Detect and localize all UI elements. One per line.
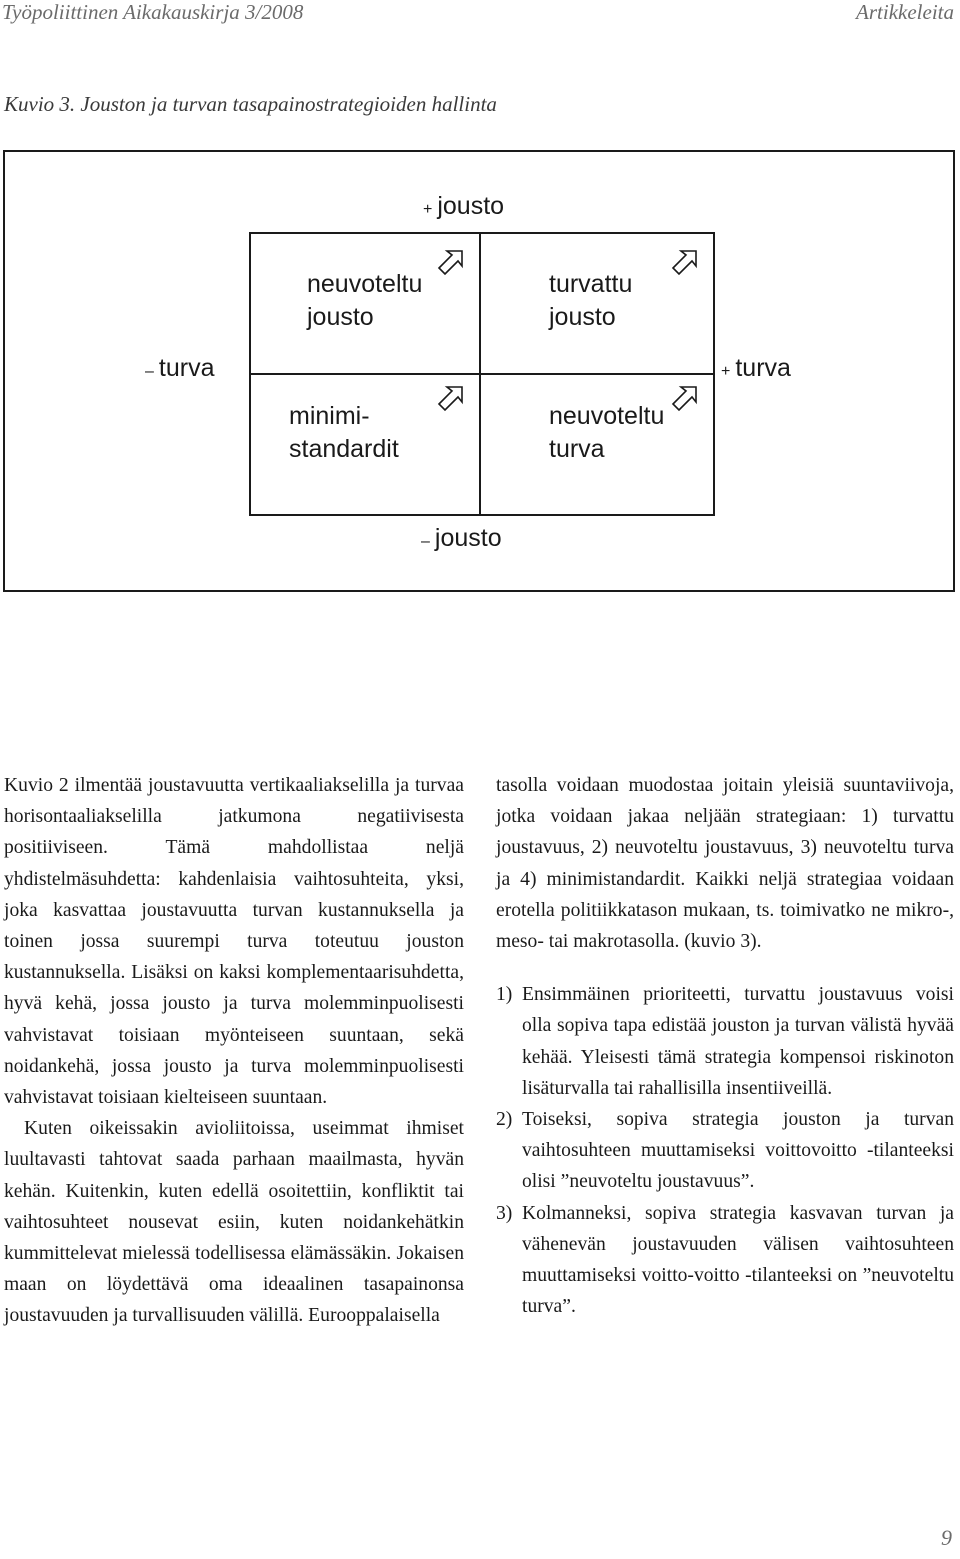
paragraph: tasolla voidaan muodostaa joitain yleisiä suuntaviivoja, jotka voidaan jakaa neljään strategiaan: 1) turvattu joustavuus, 2) neuvoteltu joustavuus, 3) neuvoteltu turva ja 4) minimistandardit. Kaikki neljä strategiaa voidaan erotella politiikkatason mukaan, ts. toimivatko ne mikro-, meso- tai makrotasolla. (kuvio 3). xyxy=(496,775,954,953)
list-item xyxy=(496,979,954,1104)
list-item xyxy=(496,1104,954,1198)
axis-left xyxy=(145,354,215,383)
axis-bottom-sign: – xyxy=(421,533,430,550)
quadrant-bottom-left-line2: standardit xyxy=(289,435,399,463)
list-item-number: 1) xyxy=(496,984,513,1006)
figure-caption: Kuvio 3. Jouston ja turvan tasapainostrategioiden hallinta xyxy=(4,92,497,116)
paragraph: Kuvio 2 ilmentää joustavuutta vertikaaliakselilla ja turvaa horisontaaliakselilla jatkumona negatiivisesta positiiviseen. Tämä mahdollistaa neljä yhdistelmäsuhdetta: kahdenlaisia vaihtosuhteita, yksi, joka kasvattaa joustavuutta turvan kustannuksella ja toinen jossa suurempi turva toteutuu jouston kustannuksella. Lisäksi on kaksi komplementaarisuhdetta, hyvä kehä, jossa jousto ja turva molemminpuolisesti vahvistavat toisiaan myönteiseen suuntaan, sekä noidankehä, jossa jousto ja turva molemminpuolisesti vahvistavat toisiaan kielteiseen suuntaan. xyxy=(4,775,464,1109)
axis-top xyxy=(423,192,504,221)
section-title: Artikkeleita xyxy=(856,0,954,24)
arrow-up-right-icon xyxy=(435,248,465,278)
quadrant-bottom-right xyxy=(549,400,664,466)
list-item xyxy=(496,1198,954,1323)
list-item-text: Toiseksi, sopiva strategia jouston ja turvan vaihtosuhteen muuttamiseksi voittovoitto -tilanteeksi olisi ”neuvoteltu joustavuus”. xyxy=(522,1109,954,1193)
quadrant-top-left xyxy=(307,268,422,334)
journal-title: Työpoliittinen Aikakauskirja 3/2008 xyxy=(2,0,304,24)
axis-bottom xyxy=(421,524,502,553)
list-item-text: Ensimmäinen prioriteetti, turvattu joustavuus voisi olla sopiva tapa edistää jouston ja turvan välistä hyvää kehää. Yleisesti tämä strategia kompensoi riskinoton lisäturvalla tai rahallisilla insentiiveillä. xyxy=(522,984,954,1099)
figure-frame xyxy=(3,150,955,592)
axis-top-sign: + xyxy=(423,201,433,218)
axis-bottom-label: jousto xyxy=(434,524,502,552)
list-item-number: 3) xyxy=(496,1202,513,1224)
quadrant-top-left-line2: jousto xyxy=(307,303,374,331)
arrow-up-right-icon xyxy=(435,384,465,414)
axis-left-sign: – xyxy=(145,363,154,380)
quadrant-bottom-left-line1: minimi- xyxy=(289,402,370,430)
quadrant-top-left-line1: neuvoteltu xyxy=(307,270,423,298)
left-column xyxy=(4,770,464,1332)
arrow-up-right-icon xyxy=(669,248,699,278)
quadrant-bottom-right-line1: neuvoteltu xyxy=(549,402,665,430)
axis-left-label: turva xyxy=(158,354,215,382)
axis-right-sign: + xyxy=(721,363,731,380)
axis-top-label: jousto xyxy=(437,192,505,220)
right-column xyxy=(496,770,954,1322)
quadrant-top-right xyxy=(549,268,632,334)
axis-right-label: turva xyxy=(735,354,791,382)
list-item-text: Kolmanneksi, sopiva strategia kasvavan turvan ja vähenevän joustavuuden välisen vaihtosuhteen muuttamiseksi voitto-voitto -tilanteeksi on ”neuvoteltu turva”. xyxy=(522,1202,954,1318)
quadrant-top-right-line1: turvattu xyxy=(549,270,633,298)
quadrant-bottom-left xyxy=(289,400,399,466)
arrow-up-right-icon xyxy=(669,384,699,414)
axis-right xyxy=(721,354,791,383)
quadrant-top-right-line2: jousto xyxy=(549,303,616,331)
list-item-number: 2) xyxy=(496,1109,513,1131)
horizontal-divider xyxy=(251,373,713,375)
paragraph: Kuten oikeissakin avioliitoissa, useimmat ihmiset luultavasti tahtovat saada parhaan maailmasta, hyvän kehän. Kuitenkin, kuten edellä osoitettiin, konfliktit tai vaihtosuhteet nousevat esiin, kuten noidankehätkin kummittelevat mielessä todellisessa elämässäkin. Jokaisen maan on löydettävä oma ideaalinen tasapainonsa joustavuuden ja turvallisuuden välillä. Eurooppalaisella xyxy=(4,1118,464,1327)
quadrant-bottom-right-line2: turva xyxy=(549,435,605,463)
strategy-list xyxy=(496,979,954,1322)
strategy-matrix xyxy=(249,232,715,516)
page-number: 9 xyxy=(941,1525,952,1550)
